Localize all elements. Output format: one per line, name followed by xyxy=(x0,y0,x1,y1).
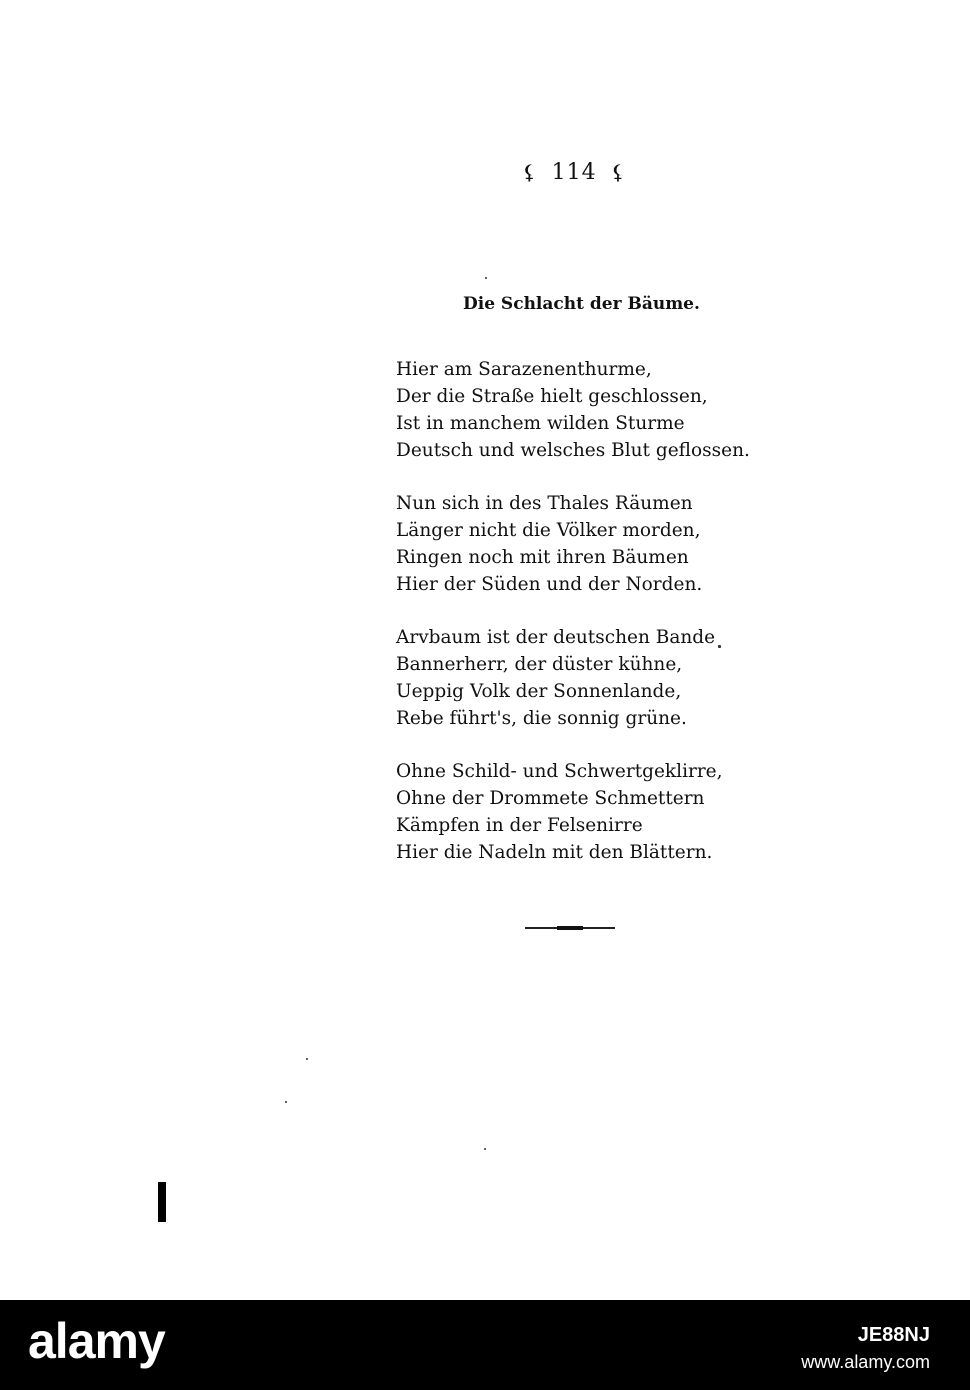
poem-line: Hier am Sarazenenthurme, xyxy=(396,359,652,380)
poem-line: Kämpfen in der Felsenirre xyxy=(396,815,643,836)
poem-line: Hier die Nadeln mit den Blättern. xyxy=(396,842,713,863)
image-code: JE88NJ xyxy=(857,1324,930,1346)
paper-speck xyxy=(485,277,487,279)
left-ornament-icon: ⚸ xyxy=(522,160,538,184)
poem-line: Länger nicht die Völker morden, xyxy=(396,520,701,541)
page-header xyxy=(508,160,640,185)
scan-edge-mark xyxy=(158,1182,166,1222)
poem-line: Ohne der Drommete Schmettern xyxy=(396,788,705,809)
right-ornament-icon: ⚸ xyxy=(610,160,627,184)
poem-line: Der die Straße hielt geschlossen, xyxy=(396,386,708,407)
poem-title: Die Schlacht der Bäume. xyxy=(463,294,700,314)
poem-line: Ohne Schild- und Schwertgeklirre, xyxy=(396,761,723,782)
stanza-1 xyxy=(396,356,756,464)
stanza-3 xyxy=(396,624,756,732)
poem-line: Deutsch und welsches Blut geflossen. xyxy=(396,440,750,461)
poem-line: Hier der Süden und der Norden. xyxy=(396,574,703,595)
page-number: 114 xyxy=(551,160,597,185)
paper-speck xyxy=(484,1148,486,1150)
stanza-2 xyxy=(396,490,756,598)
poem-line: Ist in manchem wilden Sturme xyxy=(396,413,685,434)
watermark-banner xyxy=(0,1300,970,1390)
end-divider xyxy=(525,927,615,929)
poem-line: Rebe führt's, die sonnig grüne. xyxy=(396,708,687,729)
poem-line: Bannerherr, der düster kühne, xyxy=(396,654,683,675)
poem-line: Arvbaum ist der deutschen Bande xyxy=(396,627,716,648)
poem-body xyxy=(396,356,756,892)
brand-logo: alamy xyxy=(28,1313,165,1369)
poem-line: Nun sich in des Thales Räumen xyxy=(396,493,693,514)
poem-line: Ueppig Volk der Sonnenlande, xyxy=(396,681,682,702)
paper-speck xyxy=(285,1101,287,1103)
stanza-4 xyxy=(396,758,756,866)
paper-speck xyxy=(718,645,721,648)
poem-line: Ringen noch mit ihren Bäumen xyxy=(396,547,689,568)
site-url: www.alamy.com xyxy=(801,1352,930,1372)
paper-speck xyxy=(306,1058,308,1060)
